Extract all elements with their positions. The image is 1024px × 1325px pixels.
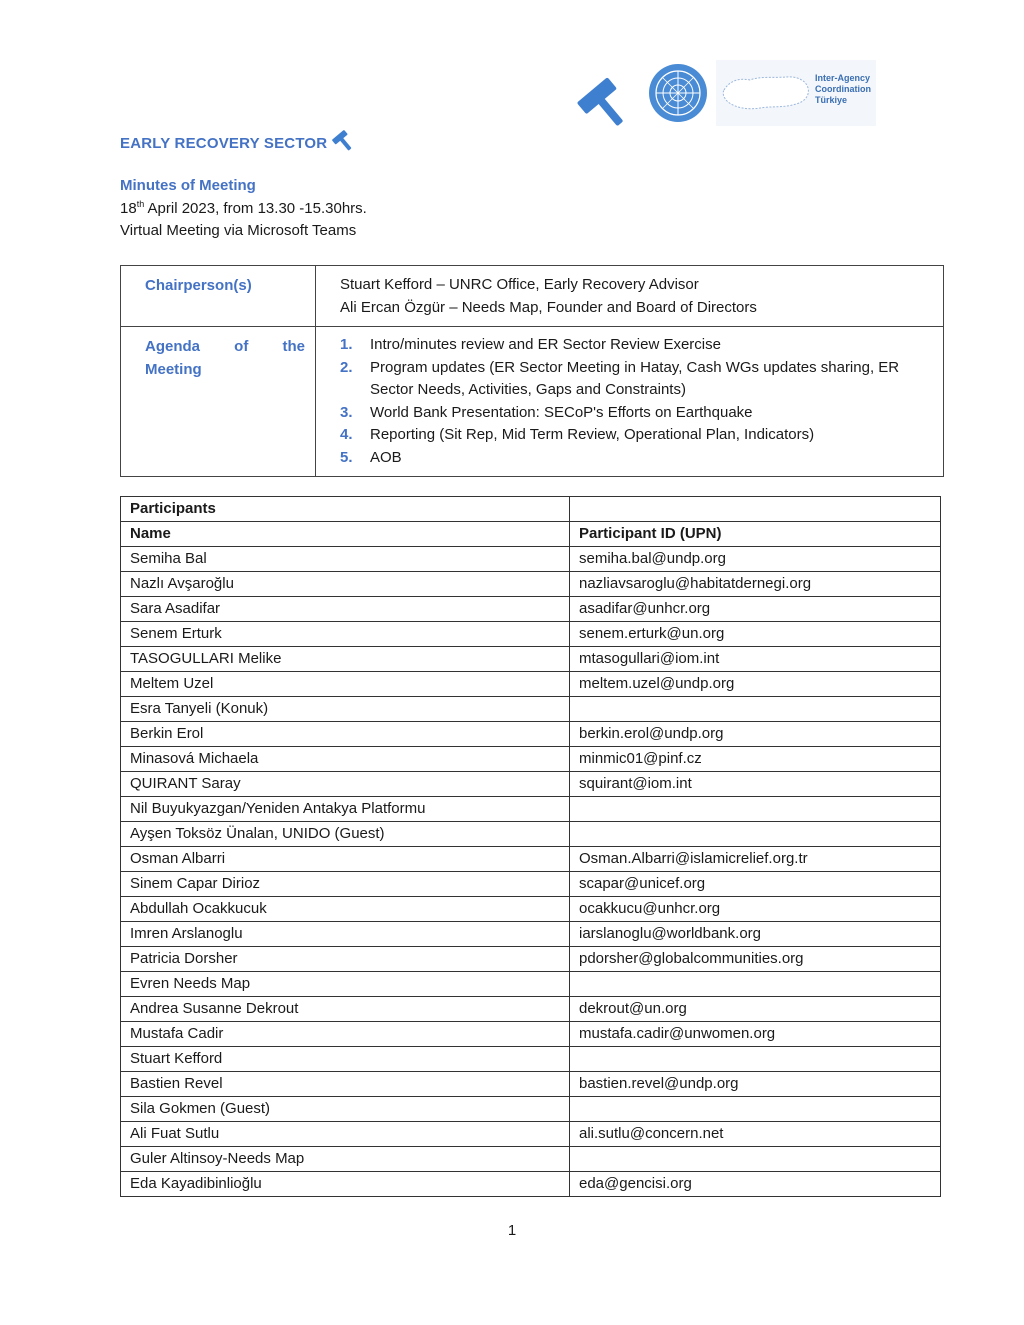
participant-name: Sila Gokmen (Guest) xyxy=(121,1097,570,1122)
chair-label: Chairperson(s) xyxy=(121,266,316,327)
table-row xyxy=(121,622,941,647)
participants-title: Participants xyxy=(121,497,570,522)
table-row xyxy=(121,1172,941,1197)
participant-name: Sinem Capar Dirioz xyxy=(121,872,570,897)
participant-id xyxy=(570,797,941,822)
participant-id: eda@gencisi.org xyxy=(570,1172,941,1197)
table-row xyxy=(121,1072,941,1097)
chair-row xyxy=(121,266,944,327)
table-row xyxy=(121,722,941,747)
un-emblem-icon xyxy=(646,62,710,124)
participant-id: meltem.uzel@undp.org xyxy=(570,672,941,697)
participant-name: Esra Tanyeli (Konuk) xyxy=(121,697,570,722)
table-row xyxy=(121,872,941,897)
table-row xyxy=(121,1022,941,1047)
participant-name: Minasová Michaela xyxy=(121,747,570,772)
chair-entry: Stuart Kefford – UNRC Office, Early Recovery Advisor xyxy=(340,276,699,293)
table-row xyxy=(121,697,941,722)
table-row xyxy=(121,747,941,772)
table-row xyxy=(121,997,941,1022)
chair-entry: Ali Ercan Özgür – Needs Map, Founder and Board of Directors xyxy=(340,299,757,316)
participant-id: dekrout@un.org xyxy=(570,997,941,1022)
participant-name: Patricia Dorsher xyxy=(121,947,570,972)
participant-id: asadifar@unhcr.org xyxy=(570,597,941,622)
agenda-row xyxy=(121,327,944,477)
agenda-item: 1. Intro/minutes review and ER Sector Review Exercise xyxy=(340,336,721,353)
agenda-item: 2. Program updates (ER Sector Meeting in Hatay, Cash WGs updates sharing, ER Sector Needs, Activities, Gaps and Constraints) xyxy=(340,358,900,398)
participant-name: Berkin Erol xyxy=(121,722,570,747)
participant-id xyxy=(570,1047,941,1072)
participants-table xyxy=(120,496,941,1197)
participant-id: semiha.bal@undp.org xyxy=(570,547,941,572)
participant-id xyxy=(570,1097,941,1122)
table-row xyxy=(121,897,941,922)
participant-id: nazliavsaroglu@habitatdernegi.org xyxy=(570,572,941,597)
table-row xyxy=(121,847,941,872)
column-header-name: Name xyxy=(121,522,570,547)
participant-name: Osman Albarri xyxy=(121,847,570,872)
participant-name: Guler Altinsoy-Needs Map xyxy=(121,1147,570,1172)
participant-id: Osman.Albarri@islamicrelief.org.tr xyxy=(570,847,941,872)
agenda-item: 5. AOB xyxy=(340,448,402,466)
table-row xyxy=(121,1122,941,1147)
participant-name: Eda Kayadibinlioğlu xyxy=(121,1172,570,1197)
table-row xyxy=(121,772,941,797)
participant-name: Sara Asadifar xyxy=(121,597,570,622)
hammer-icon xyxy=(331,130,355,152)
participant-id: mustafa.cadir@unwomen.org xyxy=(570,1022,941,1047)
participant-name: Andrea Susanne Dekrout xyxy=(121,997,570,1022)
participant-name: TASOGULLARI Melike xyxy=(121,647,570,672)
minutes-title: Minutes of Meeting xyxy=(120,177,256,194)
participant-name: Nil Buyukyazgan/Yeniden Antakya Platformu xyxy=(121,797,570,822)
table-row xyxy=(121,972,941,997)
participant-name: Bastien Revel xyxy=(121,1072,570,1097)
participant-id: mtasogullari@iom.int xyxy=(570,647,941,672)
meeting-venue: Virtual Meeting via Microsoft Teams xyxy=(120,222,357,239)
participant-id: berkin.erol@undp.org xyxy=(570,722,941,747)
participants-header-row xyxy=(121,522,941,547)
participant-id xyxy=(570,822,941,847)
participant-name: Stuart Kefford xyxy=(121,1047,570,1072)
participant-name: Imren Arslanoglu xyxy=(121,922,570,947)
table-row xyxy=(121,1097,941,1122)
table-row xyxy=(121,797,941,822)
participant-id: senem.erturk@un.org xyxy=(570,622,941,647)
participant-id xyxy=(570,697,941,722)
participants-title-row xyxy=(121,497,941,522)
meeting-info-table xyxy=(120,265,944,477)
participant-name: Abdullah Ocakkucuk xyxy=(121,897,570,922)
table-row xyxy=(121,672,941,697)
table-row xyxy=(121,922,941,947)
inter-agency-logo xyxy=(716,60,876,126)
logo-text: Inter-Agency Coordination Türkiye xyxy=(815,73,871,105)
sector-title: EARLY RECOVERY SECTOR xyxy=(120,130,355,152)
table-row xyxy=(121,947,941,972)
participant-id xyxy=(570,1147,941,1172)
empty-cell xyxy=(570,497,941,522)
participant-name: Nazlı Avşaroğlu xyxy=(121,572,570,597)
participant-id: ali.sutlu@concern.net xyxy=(570,1122,941,1147)
meeting-date: 18th April 2023, from 13.30 -15.30hrs. xyxy=(120,199,367,217)
table-row xyxy=(121,822,941,847)
participant-name: Meltem Uzel xyxy=(121,672,570,697)
participant-id: squirant@iom.int xyxy=(570,772,941,797)
table-row xyxy=(121,1047,941,1072)
chair-values xyxy=(316,266,944,327)
participant-id: pdorsher@globalcommunities.org xyxy=(570,947,941,972)
table-row xyxy=(121,572,941,597)
participant-id: ocakkucu@unhcr.org xyxy=(570,897,941,922)
table-row xyxy=(121,647,941,672)
hammer-icon xyxy=(573,76,633,130)
participant-name: Ayşen Toksöz Ünalan, UNIDO (Guest) xyxy=(121,822,570,847)
agenda-item: 3. World Bank Presentation: SECoP's Efforts on Earthquake xyxy=(340,403,753,421)
agenda-values xyxy=(316,327,944,477)
participant-id: minmic01@pinf.cz xyxy=(570,747,941,772)
agenda-list xyxy=(340,334,931,469)
page-number: 1 xyxy=(507,1222,517,1239)
participant-id: bastien.revel@undp.org xyxy=(570,1072,941,1097)
participant-name: Senem Erturk xyxy=(121,622,570,647)
agenda-item: 4. Reporting (Sit Rep, Mid Term Review, Operational Plan, Indicators) xyxy=(340,426,815,443)
participant-id: scapar@unicef.org xyxy=(570,872,941,897)
table-row xyxy=(121,547,941,572)
participant-name: QUIRANT Saray xyxy=(121,772,570,797)
table-row xyxy=(121,1147,941,1172)
participant-name: Semiha Bal xyxy=(121,547,570,572)
table-row xyxy=(121,597,941,622)
agenda-label: Agenda of the Meeting xyxy=(121,327,316,477)
participant-name: Evren Needs Map xyxy=(121,972,570,997)
participant-id xyxy=(570,972,941,997)
participant-name: Mustafa Cadir xyxy=(121,1022,570,1047)
participant-id: iarslanoglu@worldbank.org xyxy=(570,922,941,947)
turkiye-map-icon xyxy=(720,68,812,118)
column-header-id: Participant ID (UPN) xyxy=(570,522,941,547)
participant-name: Ali Fuat Sutlu xyxy=(121,1122,570,1147)
